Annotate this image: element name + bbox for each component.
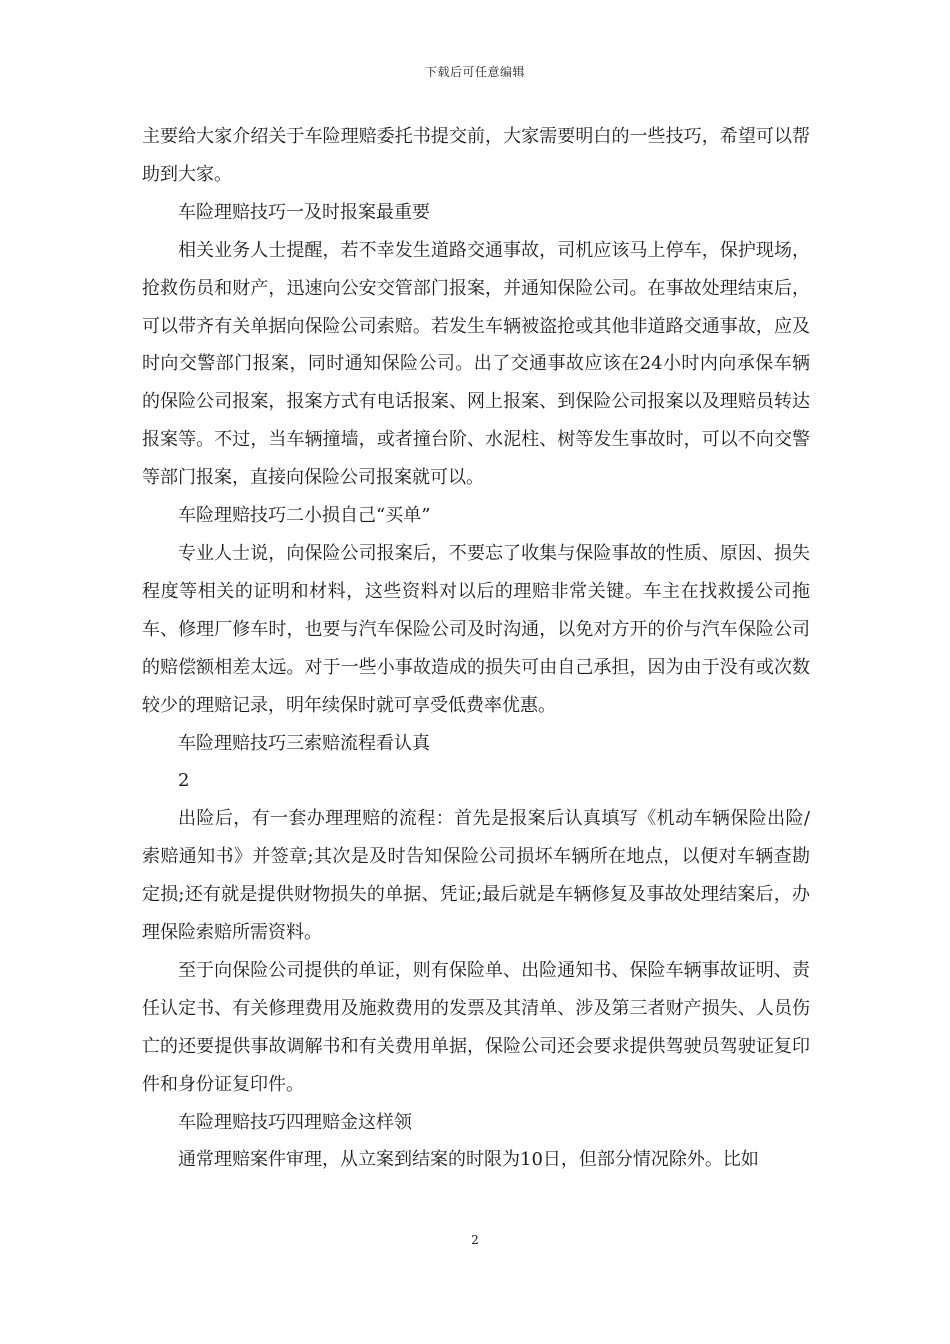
paragraph-4: 至于向保险公司提供的单证，则有保险单、出险通知书、保险车辆事故证明、责任认定书、有关修理费用及施救费用的发票及其清单、涉及第三者财产损失、人员伤亡的还要提供事故调解书和有关费用单据，保险公司还会要求提供驾驶员驾驶证复印件和身份证复印件。 — [142, 959, 810, 1095]
section-heading-3: 车险理赔技巧三索赔流程看认真 — [178, 732, 430, 754]
page-header: 下载后可任意编辑 — [424, 65, 525, 79]
document-body — [142, 118, 810, 1179]
paragraph-3: 出险后，有一套办理理赔的流程：首先是报案后认真填写《机动车辆保险出险/索赔通知书》并签章;其次是及时告知保险公司损坏车辆所在地点，以便对车辆查勘定损;还有就是提供财物损失的单据、凭证;最后就是车辆修复及事故处理结案后，办理保险索赔所需资料。 — [142, 808, 810, 944]
page-number: 2 — [471, 1233, 479, 1247]
section-heading-1: 车险理赔技巧一及时报案最重要 — [178, 201, 430, 223]
section-heading-2: 车险理赔技巧二小损自己“买单” — [178, 505, 431, 527]
inline-number: 2 — [178, 770, 190, 792]
paragraph-5: 通常理赔案件审理，从立案到结案的时限为10日，但部分情况除外。比如 — [178, 1149, 759, 1171]
section-heading-4: 车险理赔技巧四理赔金这样领 — [178, 1111, 412, 1133]
paragraph-intro: 主要给大家介绍关于车险理赔委托书提交前，大家需要明白的一些技巧，希望可以帮助到大家。 — [142, 126, 810, 185]
paragraph-2: 专业人士说，向保险公司报案后，不要忘了收集与保险事故的性质、原因、损失程度等相关的证明和材料，这些资料对以后的理赔非常关键。车主在找救援公司拖车、修理厂修车时，也要与汽车保险公司及时沟通，以免对方开的价与汽车保险公司的赔偿额相差太远。对于一些小事故造成的损失可由自己承担，因为由于没有或次数较少的理赔记录，明年续保时就可享受低费率优惠。 — [142, 542, 810, 716]
paragraph-1: 相关业务人士提醒，若不幸发生道路交通事故，司机应该马上停车，保护现场，抢救伤员和财产，迅速向公安交管部门报案，并通知保险公司。在事故处理结束后，可以带齐有关单据向保险公司索赔。若发生车辆被盗抢或其他非道路交通事故，应及时向交警部门报案，同时通知保险公司。出了交通事故应该在24小时内向承保车辆的保险公司报案，报案方式有电话报案、网上报案、到保险公司报案以及理赔员转达报案等。不过，当车辆撞墙，或者撞台阶、水泥柱、树等发生事故时，可以不向交警等部门报案，直接向保险公司报案就可以。 — [142, 239, 810, 489]
